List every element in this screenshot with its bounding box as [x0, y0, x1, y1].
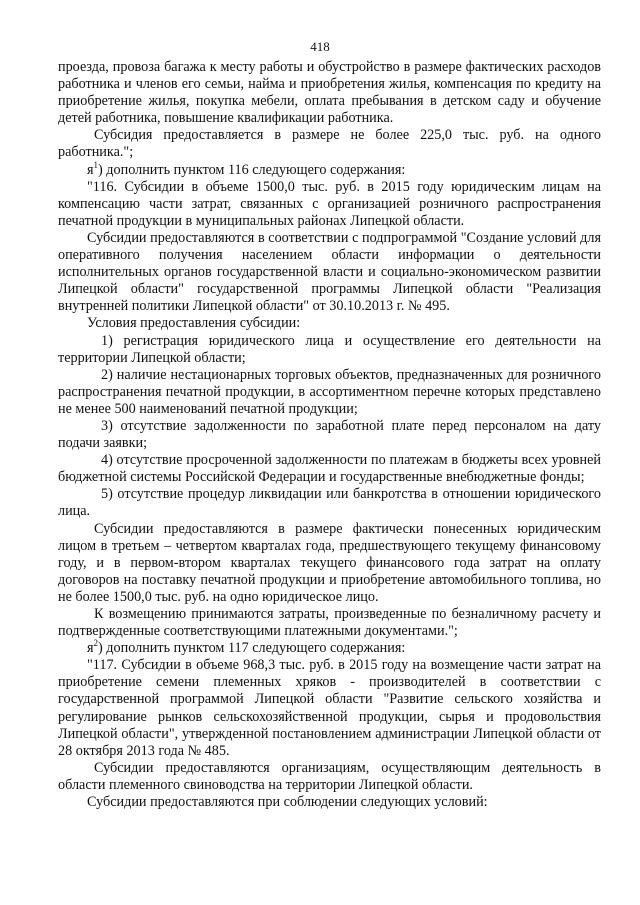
- paragraph-recipients: Субсидии предоставляются организациям, осуществляющим деятельность в области племенного свиноводства на территории Липецкой области.: [58, 759, 601, 793]
- paragraph-reimbursement: К возмещению принимаются затраты, произведенные по безналичному расчету и подтвержденные соответствующими платежными документами.";: [58, 606, 601, 640]
- paragraph-item-116: "116. Субсидии в объеме 1500,0 тыс. руб. в 2015 году юридическим лицам на компенсацию части затрат, связанных с организацией розничного распространения печатной продукции в муниципальных районах Липецкой области.: [58, 178, 601, 229]
- item-superscript: 2: [93, 638, 99, 649]
- paragraph-condition-1: 1) регистрация юридического лица и осуществление его деятельности на территории Липецкой области;: [58, 332, 601, 366]
- document-body: [58, 59, 601, 811]
- paragraph-subsidy-amount: Субсидия предоставляется в размере не более 225,0 тыс. руб. на одного работника.";: [58, 127, 601, 161]
- paragraph-item-117: "117. Субсидии в объеме 968,3 тыс. руб. в 2015 году на возмещение части затрат на приобретение семени племенных хряков - производителей в соответствии с государственной программой Липецкой области "Развитие сельского хозяйства и регулирование рынков сельскохозяйственной продукции, сырья и продовольствия Липецкой области", утвержденной постановлением администрации Липецкой области от 28 октября 2013 года № 485.: [58, 657, 601, 759]
- paragraph-conditions-title: Условия предоставления субсидии:: [87, 315, 301, 332]
- paragraph-condition-4: 4) отсутствие просроченной задолженности по платежам в бюджеты всех уровней бюджетной системы Российской Федерации и государственные внебюджетные фонды;: [58, 452, 601, 486]
- paragraph-condition-3: 3) отсутствие задолженности по заработной плате перед персоналом на дату подачи заявки;: [58, 417, 601, 452]
- paragraph-program-ref: Субсидии предоставляются в соответствии с подпрограммой "Создание условий для оперативного получения населением области информации о деятельности исполнительных органов государственной власти и социально-экономическом развитии Липецкой области" государственной программы Липецкой области "Реализация внутренней политики Липецкой области" от 30.10.2013 г. № 495.: [58, 229, 601, 315]
- paragraph-condition-5: 5) отсутствие процедур ликвидации или банкротства в отношении юридического лица.: [58, 486, 601, 520]
- paragraph-amend-117: [58, 640, 601, 657]
- item-superscript: 1: [93, 159, 99, 170]
- item-letter: я: [87, 161, 94, 178]
- item-letter: я: [87, 640, 94, 657]
- paragraph-amend-116: [58, 159, 601, 179]
- paragraph-condition-2: 2) наличие нестационарных торговых объектов, предназначенных для розничного распространения печатной продукции, в ассортиментном перечне которых представлено не менее 500 наименований печатной продукции;: [58, 366, 601, 417]
- item-text: ) дополнить пунктом 116 следующего содержания:: [98, 161, 406, 178]
- paragraph-subsidy-size: Субсидии предоставляются в размере фактически понесенных юридическим лицом в третьем – четвертом кварталах года, предшествующего текущему финансовому году, и в первом-втором кварталах текущего финансового года затрат на оплату договоров на поставку печатной продукции и приобретение автомобильного топлива, но не более 1500,0 тыс. руб. на одно юридическое лицо.: [58, 520, 601, 605]
- paragraph-conditions-intro: Субсидии предоставляются при соблюдении следующих условий:: [87, 794, 488, 811]
- page-number: 418: [310, 39, 330, 54]
- paragraph-continuation: проезда, провоза багажа к месту работы и обустройство в размере фактических расходов работника и членов его семьи, найма и приобретения жилья, компенсация по кредиту на приобретение жилья, покупка мебели, оплата пребывания в детском саду и обучение детей работника, повышение квалификации работника.: [58, 59, 601, 127]
- item-text: ) дополнить пунктом 117 следующего содержания:: [98, 640, 406, 657]
